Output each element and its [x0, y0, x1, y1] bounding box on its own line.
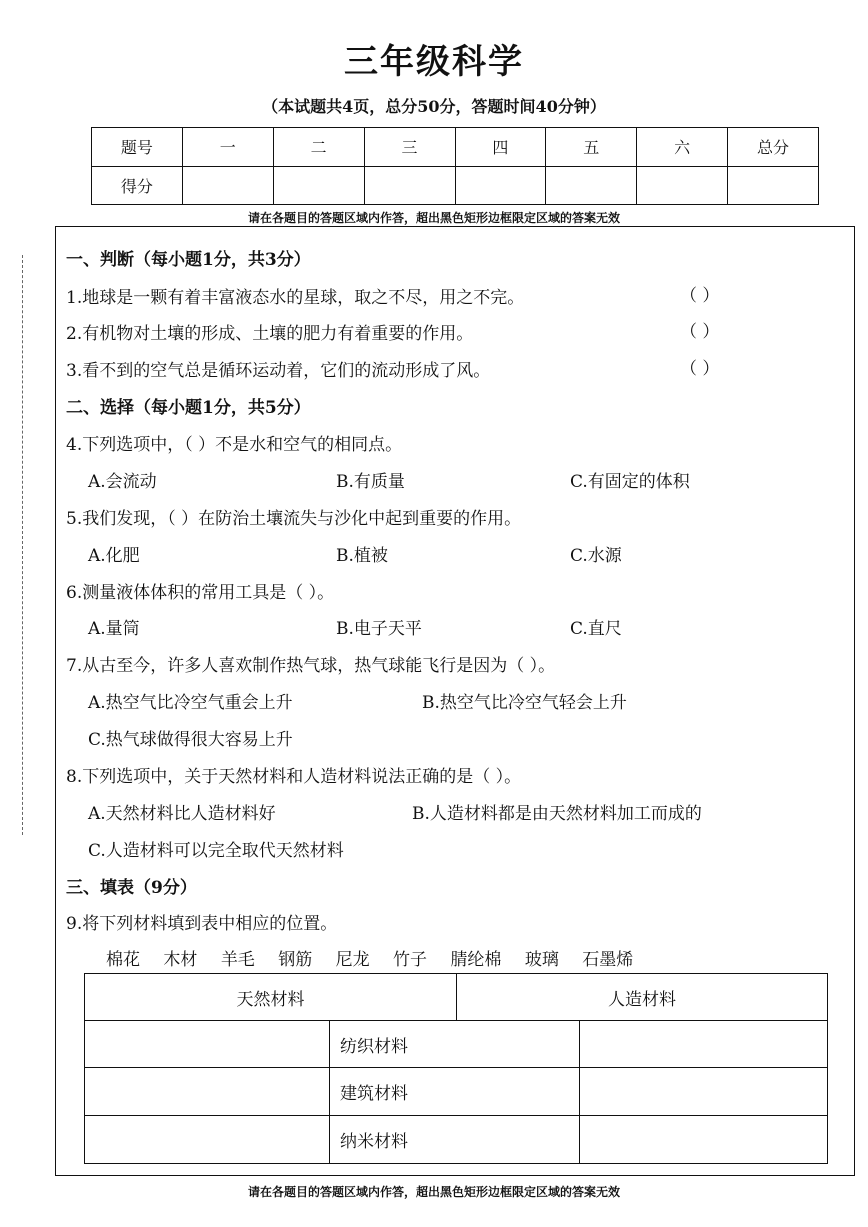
row-label-textile: 纺织材料 — [330, 1021, 580, 1068]
artificial-answer-cell-nano[interactable] — [580, 1116, 827, 1163]
question-9: 9.将下列材料填到表中相应的位置。 — [66, 914, 338, 934]
answer-area-notice-top: 请在各题目的答题区域内作答，超出黑色矩形边框限定区域的答案无效 — [247, 211, 620, 225]
natural-answer-cell-building[interactable] — [85, 1068, 330, 1116]
score-header-cell: 题号 — [92, 128, 183, 167]
question-3: 3.看不到的空气总是循环运动着，它们的流动形成了风。 — [66, 361, 491, 381]
score-header-cell: 二 — [273, 128, 364, 167]
exam-subtitle: （本试题共4页，总分50分，答题时间40分钟） — [262, 97, 606, 116]
material-item: 尼龙 — [335, 950, 370, 970]
score-header-cell: 四 — [455, 128, 546, 167]
header-natural-materials: 天然材料 — [85, 974, 457, 1021]
question-5-option-c[interactable]: C.水源 — [570, 546, 622, 566]
section2-heading: 二、选择（每小题1分，共5分） — [66, 398, 311, 418]
score-header-cell: 一 — [182, 128, 273, 167]
question-6-option-c[interactable]: C.直尺 — [570, 619, 622, 639]
question-6-option-a[interactable]: A.量筒 — [88, 619, 140, 639]
score-header-cell: 五 — [546, 128, 637, 167]
section3-heading: 三、填表（9分） — [66, 878, 197, 898]
question-5: 5.我们发现，（ ）在防治土壤流失与沙化中起到重要的作用。 — [66, 509, 522, 529]
score-header-cell: 三 — [364, 128, 455, 167]
score-blank-cell[interactable] — [455, 166, 546, 205]
question-5-option-a[interactable]: A.化肥 — [88, 546, 140, 566]
score-blank-cell[interactable] — [273, 166, 364, 205]
question-7-option-a[interactable]: A.热空气比冷空气重会上升 — [88, 693, 293, 713]
material-item: 钢筋 — [278, 950, 313, 970]
question-8-option-b[interactable]: B.人造材料都是由天然材料加工而成的 — [412, 804, 702, 824]
question-8-option-a[interactable]: A.天然材料比人造材料好 — [88, 804, 276, 824]
answer-paren-1[interactable]: （ ） — [680, 286, 720, 306]
binding-line — [22, 255, 23, 835]
question-7-option-b[interactable]: B.热空气比冷空气轻会上升 — [422, 693, 627, 713]
answer-paren-2[interactable]: （ ） — [680, 322, 720, 342]
row-label-nano: 纳米材料 — [330, 1116, 580, 1163]
score-blank-cell[interactable] — [637, 166, 728, 205]
answer-area-notice-bottom: 请在各题目的答题区域内作答，超出黑色矩形边框限定区域的答案无效 — [247, 1185, 620, 1199]
artificial-answer-cell-textile[interactable] — [580, 1021, 827, 1068]
question-6-option-b[interactable]: B.电子天平 — [336, 619, 422, 639]
material-item: 竹子 — [393, 950, 428, 970]
artificial-answer-cell-building[interactable] — [580, 1068, 827, 1116]
section1-heading: 一、判断（每小题1分，共3分） — [66, 250, 311, 270]
material-item: 羊毛 — [220, 950, 255, 970]
question-5-option-b[interactable]: B.植被 — [336, 546, 388, 566]
question-4-option-c[interactable]: C.有固定的体积 — [570, 472, 690, 492]
question-6: 6.测量液体体积的常用工具是（ ）。 — [66, 583, 335, 603]
question-4-option-a[interactable]: A.会流动 — [88, 472, 157, 492]
score-header-cell: 总分 — [728, 128, 819, 167]
question-8-option-c[interactable]: C.人造材料可以完全取代天然材料 — [88, 841, 344, 861]
material-item: 木材 — [163, 950, 198, 970]
score-header-cell: 六 — [637, 128, 728, 167]
score-blank-cell[interactable] — [182, 166, 273, 205]
question-4-option-b[interactable]: B.有质量 — [336, 472, 405, 492]
score-table-header-row — [92, 128, 819, 167]
natural-answer-cell-textile[interactable] — [85, 1021, 330, 1068]
question-1: 1.地球是一颗有着丰富液态水的星球，取之不尽，用之不完。 — [66, 288, 525, 308]
question-4: 4.下列选项中，（ ）不是水和空气的相同点。 — [66, 435, 403, 455]
question-8: 8.下列选项中，关于天然材料和人造材料说法正确的是（ ）。 — [66, 767, 522, 787]
row-label-building: 建筑材料 — [330, 1068, 580, 1116]
materials-table — [84, 973, 828, 1164]
answer-paren-3[interactable]: （ ） — [680, 359, 720, 379]
score-blank-cell[interactable] — [728, 166, 819, 205]
score-table — [91, 127, 819, 205]
header-artificial-materials: 人造材料 — [457, 974, 827, 1021]
score-table-score-row — [92, 166, 819, 205]
score-row-label: 得分 — [92, 166, 183, 205]
material-item: 棉花 — [106, 950, 140, 970]
natural-answer-cell-nano[interactable] — [85, 1116, 330, 1163]
score-blank-cell[interactable] — [364, 166, 455, 205]
material-item: 玻璃 — [524, 950, 559, 970]
exam-title: 三年级科学 — [344, 42, 524, 82]
question-7: 7.从古至今，许多人喜欢制作热气球，热气球能飞行是因为（ ）。 — [66, 656, 556, 676]
score-blank-cell[interactable] — [546, 166, 637, 205]
material-item: 石墨烯 — [582, 950, 634, 970]
material-item: 腈纶棉 — [450, 950, 502, 970]
materials-list — [106, 945, 651, 970]
question-2: 2.有机物对土壤的形成、土壤的肥力有着重要的作用。 — [66, 324, 474, 344]
question-7-option-c[interactable]: C.热气球做得很大容易上升 — [88, 730, 293, 750]
